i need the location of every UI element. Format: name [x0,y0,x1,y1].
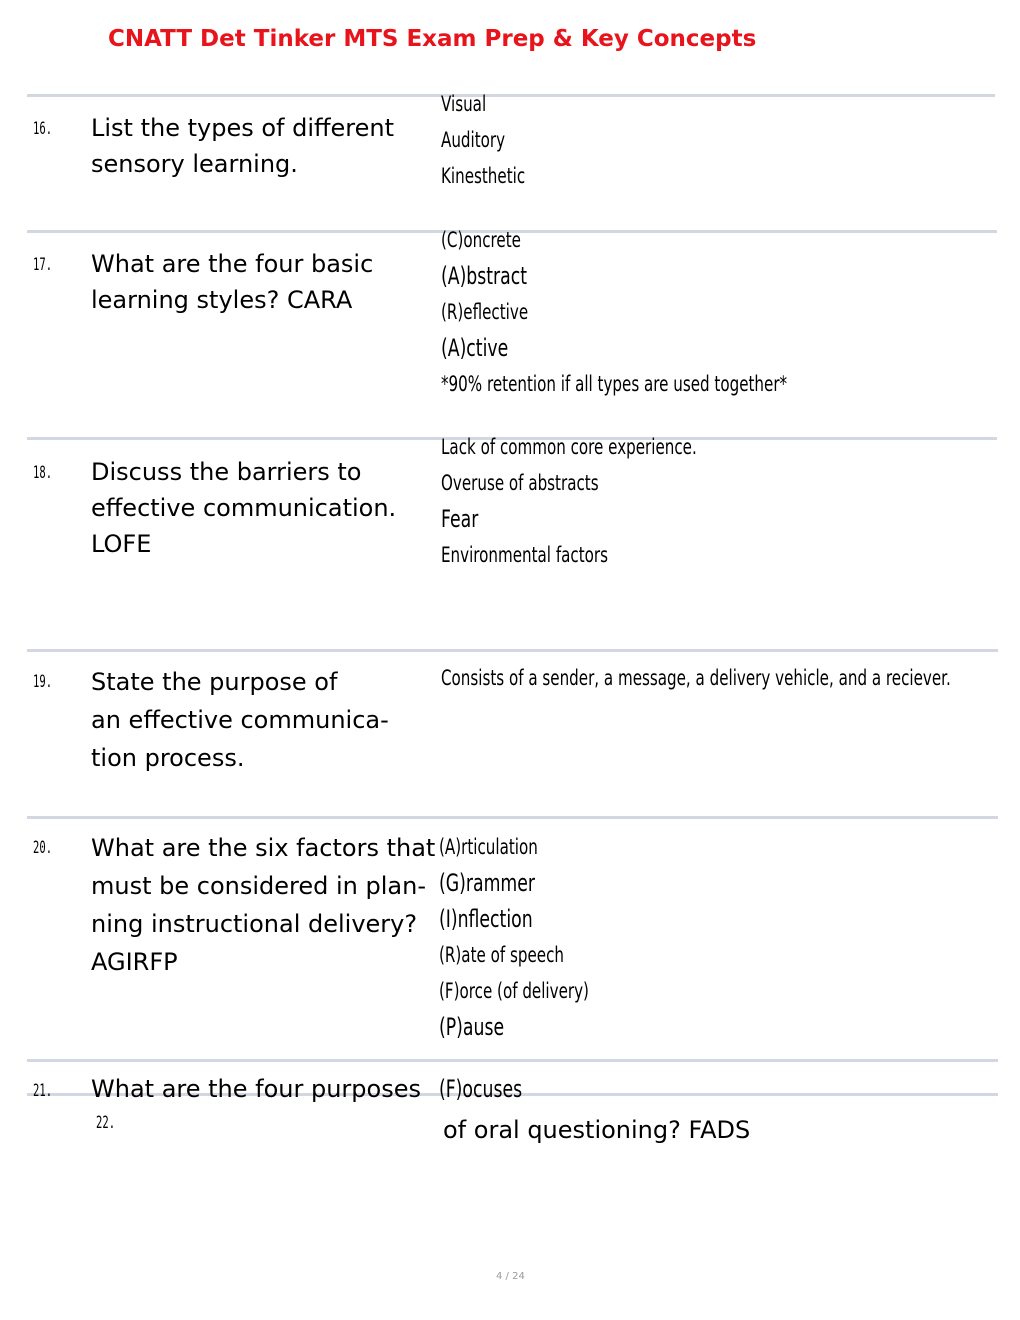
question-text [91,829,435,981]
question-line: State the purpose of [91,668,338,696]
row-number: 22. [96,1113,116,1133]
answer-item: Auditory [441,128,506,152]
row-divider [27,649,998,652]
answer-list [439,829,647,1045]
question-line: tion process. [91,744,245,772]
question-line: What are the six factors that [91,834,436,862]
page-title: CNATT Det Tinker MTS Exam Prep & Key Concepts [108,26,757,52]
question-line: learning styles? CARA [91,286,353,314]
answer-list [441,660,1020,696]
answer-item: (G)rammer [439,869,535,897]
row-number: 17. [33,255,53,275]
question-line: LOFE [91,530,152,558]
answer-item: Lack of common core experience. [441,435,697,459]
answer-item: (F)orce (of delivery) [439,979,589,1003]
answer-item: (I)nflection [439,905,533,933]
answer-list [441,222,922,402]
question-line: Discuss the barriers to [91,458,362,486]
question-text [443,1112,750,1148]
answer-item: (R)eflective [441,300,529,324]
question-text [91,1071,421,1107]
row-number: 18. [33,463,53,483]
answer-item: Environmental factors [441,543,608,567]
answer-item: (P)ause [439,1013,505,1041]
row-number: 16. [33,119,53,139]
question-line: AGIRFP [91,948,178,976]
question-text [91,454,396,562]
answer-item: Fear [441,505,479,533]
answer-item: (R)ate of speech [439,943,564,967]
question-line: of oral questioning? FADS [443,1116,751,1144]
answer-item: Kinesthetic [441,164,526,188]
question-text [91,663,389,777]
row-divider [27,816,998,819]
question-text [91,110,394,182]
question-line: an effective communica- [91,706,389,734]
question-text [91,246,373,318]
answer-item: (F)ocuses [439,1075,523,1103]
answer-item: (A)bstract [441,262,528,290]
question-line: ning instructional delivery? [91,910,418,938]
row-number: 20. [33,838,53,858]
answer-list [439,1071,554,1107]
row-number: 19. [33,672,53,692]
answer-list [441,429,796,573]
question-line: must be considered in plan- [91,872,426,900]
answer-item: *90% retention if all types are used together* [441,372,788,396]
answer-item: (C)oncrete [441,228,521,252]
answer-item: Overuse of abstracts [441,471,599,495]
answer-list [441,86,558,194]
page-number: 4 / 24 [496,1271,525,1282]
answer-item: Visual [441,92,487,116]
question-line: List the types of different [91,114,395,142]
question-line: sensory learning. [91,150,298,178]
answer-item: Consists of a sender, a message, a delivery vehicle, and a reciever. [441,666,951,690]
answer-item: (A)rticulation [439,835,538,859]
answer-item: (A)ctive [441,334,509,362]
row-number: 21. [33,1081,53,1101]
question-line: What are the four purposes [91,1075,421,1103]
row-divider [27,1059,998,1062]
question-line: What are the four basic [91,250,374,278]
question-line: effective communication. [91,494,397,522]
